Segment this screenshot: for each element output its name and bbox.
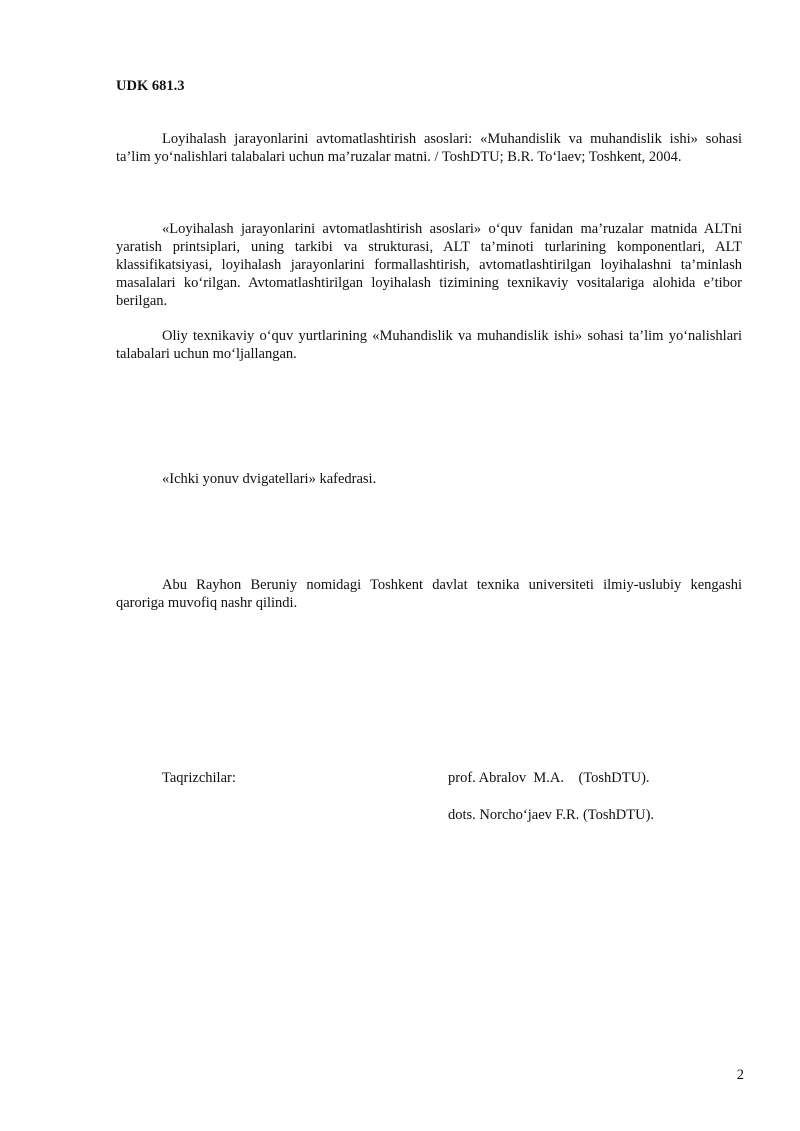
annotation-paragraph: «Loyihalash jarayonlarini avtomatlashtirish asoslari» o‘quv fanidan ma’ruzalar matnida ALTni yaratish printsiplari, uning tarkibi va strukturasi, ALT ta’minoti turlarining komponentlari, ALT klassifikatsiyasi, loyihalash jarayonlarini formallashtirish, avtomatlashtirilgan loyihalashni ta’minlash masalalari ko‘rilgan. Avtomatlashtirilgan loyihalash tizimining texnikaviy vositalariga alohida e’tibor berilgan. <box>116 221 742 309</box>
bibliographic-description: Loyihalash jarayonlarini avtomatlashtirish asoslari: «Muhandislik va muhandislik ishi» sohasi ta’lim yo‘nalishlari talabalari uchun ma’ruzalar matni. / ToshDTU; B.R. To‘laev; Toshkent, 2004. <box>116 131 742 165</box>
publication-approval-paragraph: Abu Rayhon Beruniy nomidagi Toshkent davlat texnika universiteti ilmiy-uslubiy kengashi qaroriga muvofiq nashr qilindi. <box>116 577 742 611</box>
reviewer-2: dots. Norcho‘jaev F.R. (ToshDTU). <box>448 807 655 823</box>
audience-paragraph: Oliy texnikaviy o‘quv yurtlarining «Muhandislik va muhandislik ishi» sohasi ta’lim yo‘nalishlari talabalari uchun mo‘ljallangan. <box>116 328 742 362</box>
page-number: 2 <box>736 1067 744 1083</box>
department-paragraph: «Ichki yonuv dvigatellari» kafedrasi. <box>162 471 377 487</box>
reviewers-label: Taqrizchilar: <box>162 770 236 786</box>
udk-code: UDK 681.3 <box>116 78 185 94</box>
reviewer-1: prof. Abralov M.A. (ToshDTU). <box>448 770 650 786</box>
